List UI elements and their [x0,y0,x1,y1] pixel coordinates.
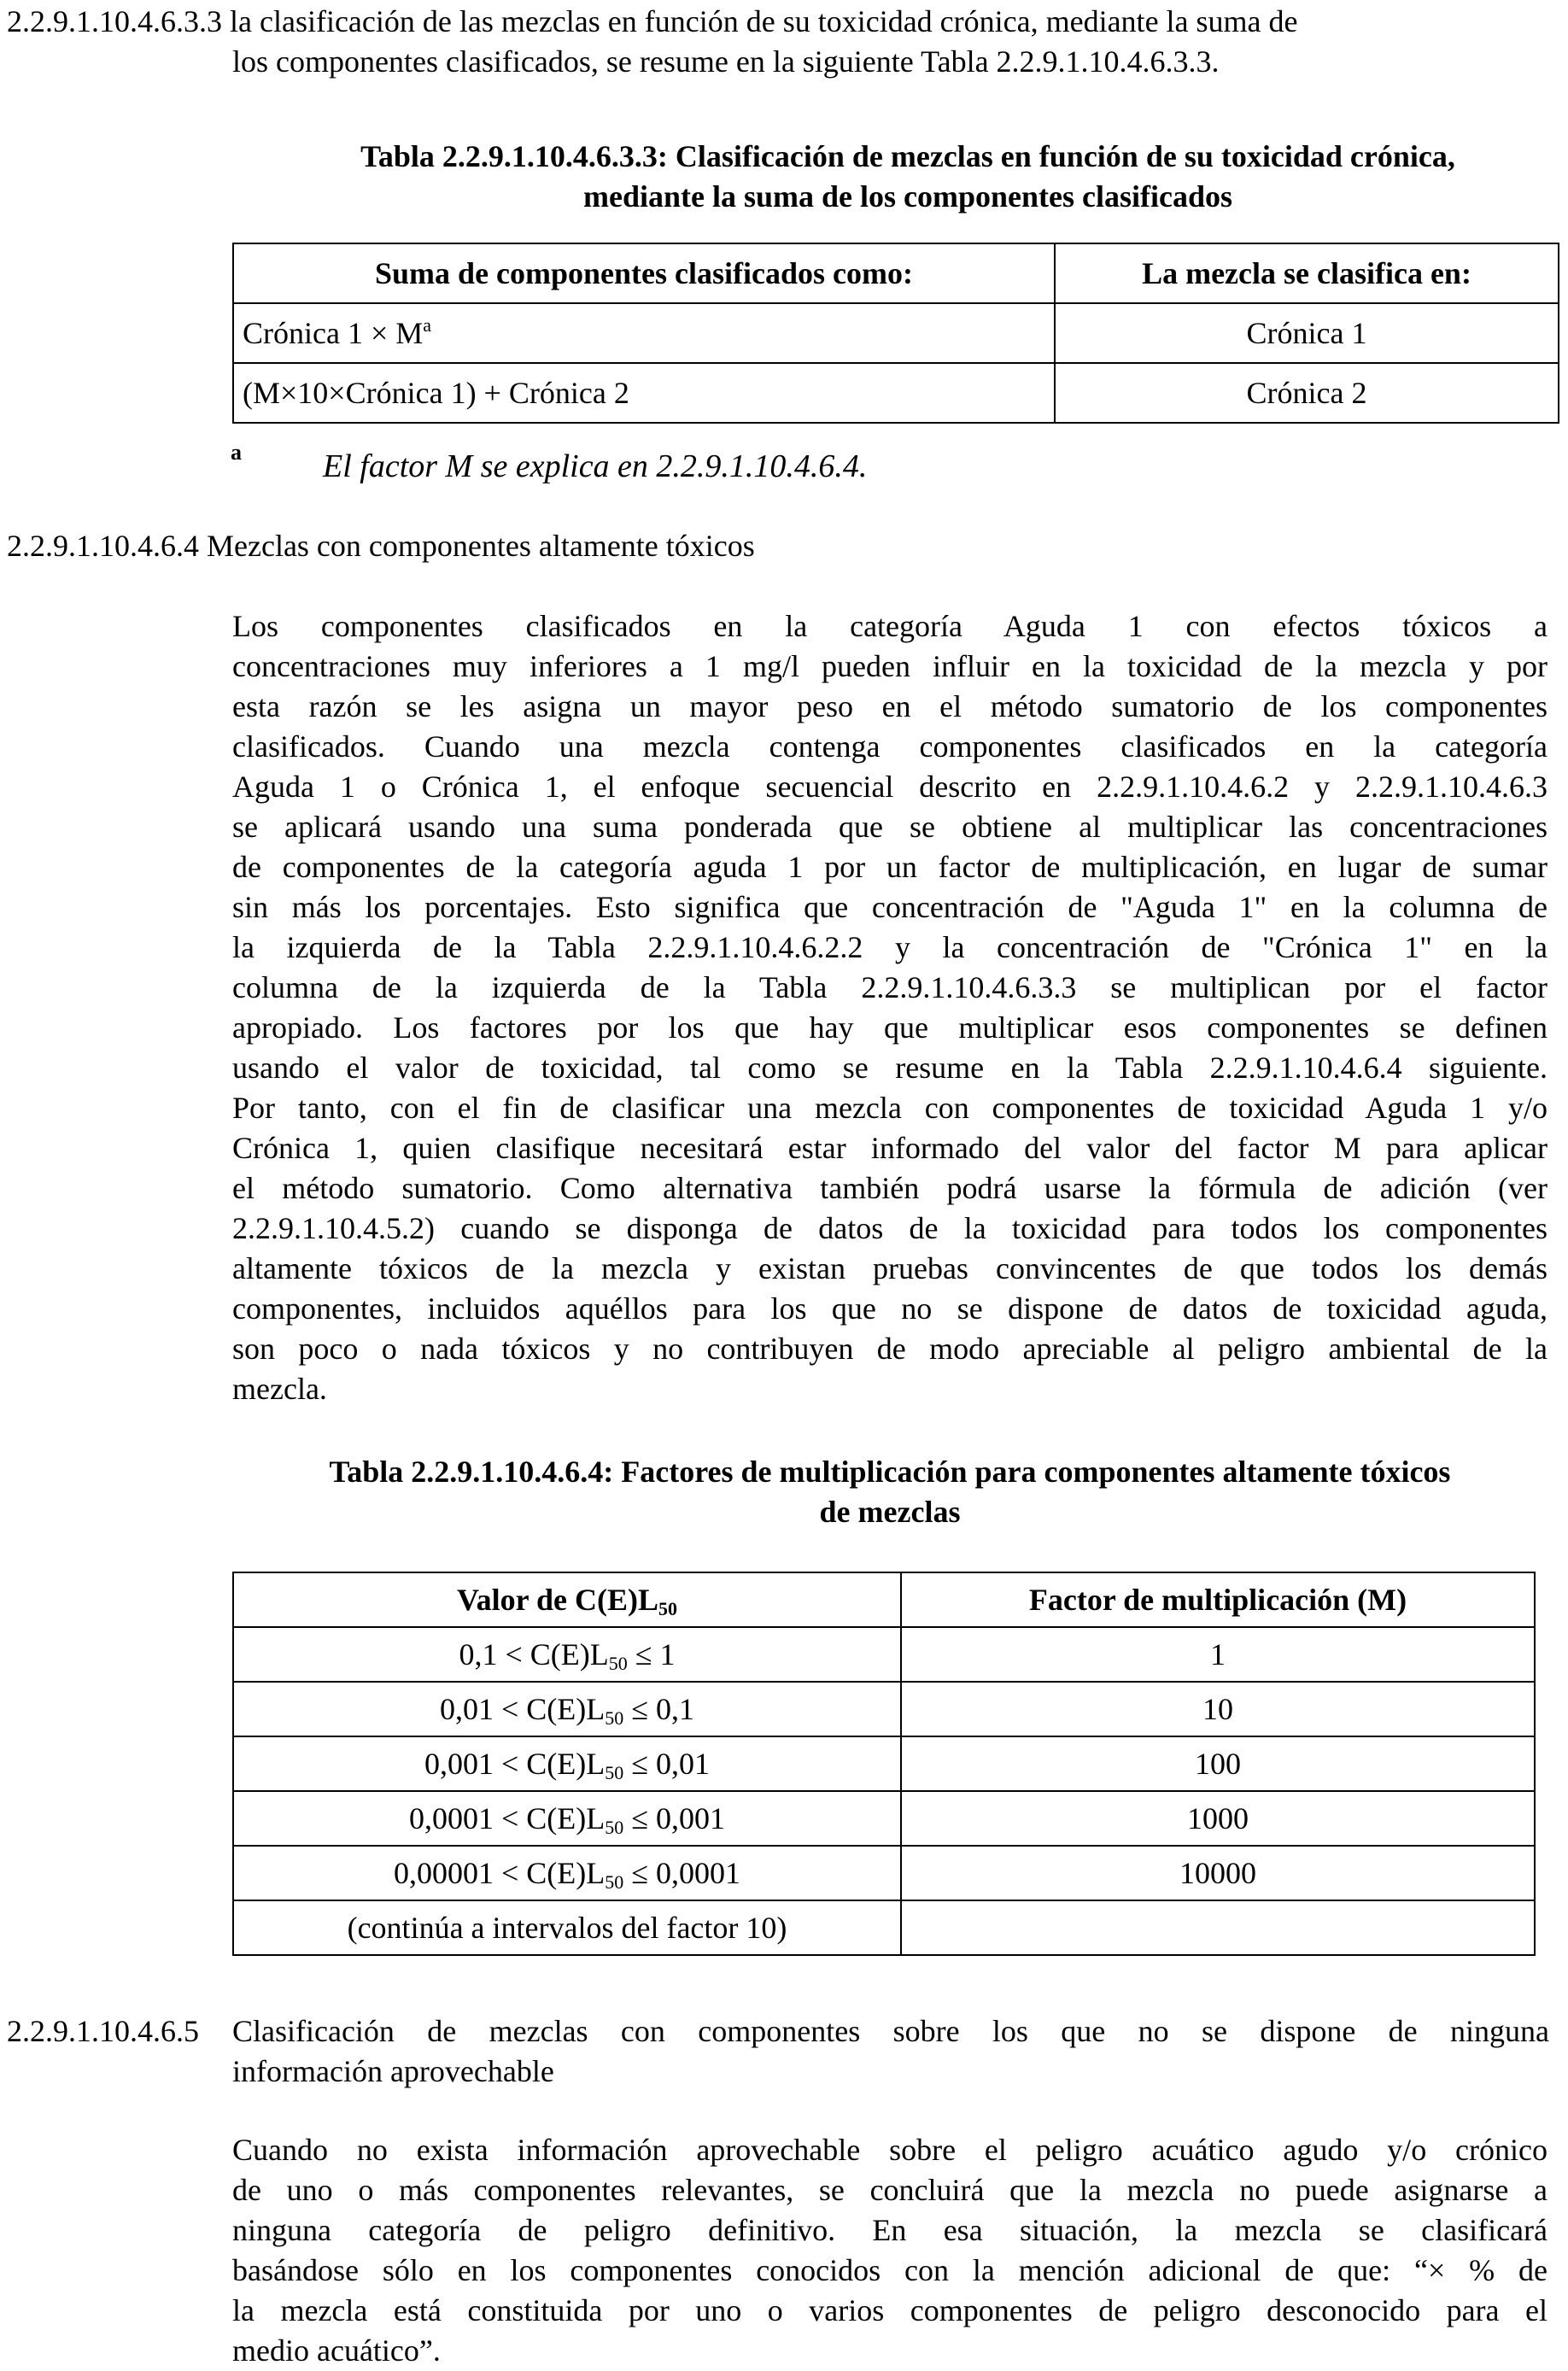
table-header-cell: Suma de componentes clasificados como: [233,243,1055,303]
table-cell: 1 [901,1627,1535,1682]
table2-caption-line-2: de mezclas [819,1495,961,1529]
table-cell: $0,001 < C(E)L_{50} \le 0,01$ [233,1736,901,1791]
table-cell: Crónica 2 [1055,363,1559,423]
table-row [233,1682,1535,1736]
paragraph-number: 2.2.9.1.10.4.6.3.3 [7,4,222,38]
table-multiplication-factors [232,1572,1536,1956]
body-line: de componentes de la categoría aguda 1 por un factor de multiplicación, en lugar de sumar [232,850,1548,884]
table-cell: $0,01 < C(E)L_{50} \le 0,1$ [233,1682,901,1736]
body-line: son poco o nada tóxicos y no contribuyen de modo apreciable al peligro ambiental de la [232,1332,1548,1366]
footnote-mark: a [231,440,242,465]
table-row [233,1846,1535,1900]
table-cell: 1000 [901,1791,1535,1846]
paragraph-6-3-3 [7,2,1549,42]
table-row [233,1791,1535,1846]
table-header-row [233,1572,1535,1627]
table-row [233,1627,1535,1682]
table2-caption-line-1: Tabla 2.2.9.1.10.4.6.4: Factores de multiplicación para componentes altamente tóxicos [329,1455,1451,1489]
table2-caption [232,1452,1548,1532]
table-cell [901,1900,1535,1955]
body-line: Los componentes clasificados en la categoría Aguda 1 con efectos tóxicos a [232,609,1548,643]
table-chronic-classification [232,243,1559,424]
body-line: ninguna categoría de peligro definitivo. En esa situación, la mezcla se clasificará [232,2213,1548,2247]
table-header-row [233,243,1559,303]
table-cell: (continúa a intervalos del factor 10) [233,1900,901,1955]
table-cell: 10000 [901,1846,1535,1900]
body-line: de uno o más componentes relevantes, se concluirá que la mezcla no puede asignarse a [232,2173,1548,2207]
table-row [233,303,1559,363]
table-header-cell: Valor de $C(E)L_{50}$ [233,1572,901,1627]
body-line: Aguda 1 o Crónica 1, el enfoque secuencial descrito en 2.2.9.1.10.4.6.2 y 2.2.9.1.10.4.6.3 [232,770,1548,804]
body-line: Crónica 1, quien clasifique necesitará estar informado del valor del factor M para aplicar [232,1131,1548,1165]
section-6-4-body [232,606,1548,1409]
section-heading-6-5 [7,2011,1549,2052]
body-line: la izquierda de la Tabla 2.2.9.1.10.4.6.2.2 y la concentración de "Crónica 1" en la [232,930,1548,964]
table-cell: 100 [901,1736,1535,1791]
body-line: mezcla. [232,1372,327,1406]
table-cell: 10 [901,1682,1535,1736]
table-header-cell: La mezcla se clasifica en: [1055,243,1559,303]
table-cell: Crónica $1 \times M^a$ [233,303,1055,363]
body-line: usando el valor de toxicidad, tal como se resume en la Tabla 2.2.9.1.10.4.6.4 siguiente. [232,1051,1548,1085]
section-number: 2.2.9.1.10.4.6.5 [7,2014,199,2048]
body-line: concentraciones muy inferiores a 1 mg/l pueden influir en la toxicidad de la mezcla y por [232,649,1548,683]
table1-caption-line-2: mediante la suma de los componentes clasificados [583,179,1232,214]
section-6-5-body [232,2130,1548,2371]
table-row [233,363,1559,423]
table-cell: (M×10×Crónica 1) + Crónica 2 [233,363,1055,423]
table-row [233,1900,1535,1955]
body-line: clasificados. Cuando una mezcla contenga componentes clasificados en la categoría [232,729,1548,764]
body-line: sin más los porcentajes. Esto significa que concentración de "Aguda 1" en la columna de [232,890,1548,924]
table-cell: $0,1 < C(E)L_{50} \le 1$ [233,1627,901,1682]
table-row [233,1736,1535,1791]
section-heading-line-1: Clasificación de mezclas con componentes sobre los que no se dispone de ninguna [232,2014,1549,2048]
table-header-cell: Factor de multiplicación (M) [901,1572,1535,1627]
body-line: basándose sólo en los componentes conocidos con la mención adicional de que: “× % de [232,2253,1548,2287]
body-line: el método sumatorio. Como alternativa también podrá usarse la fórmula de adición (ver [232,1171,1548,1205]
body-line: apropiado. Los factores por los que hay que multiplicar esos componentes se definen [232,1010,1548,1045]
body-line: componentes, incluidos aquéllos para los que no se dispone de datos de toxicidad aguda, [232,1291,1548,1326]
body-line: esta razón se les asigna un mayor peso en el método sumatorio de los componentes [232,689,1548,723]
table-cell: Crónica 1 [1055,303,1559,363]
body-line: Por tanto, con el fin de clasificar una mezcla con componentes de toxicidad Aguda 1 y/o [232,1091,1548,1125]
body-line: altamente tóxicos de la mezcla y existan pruebas convincentes de que todos los demás [232,1251,1548,1285]
section-heading-6-4: 2.2.9.1.10.4.6.4 Mezclas con componentes altamente tóxicos [7,529,755,563]
body-line: columna de la izquierda de la Tabla 2.2.9.1.10.4.6.3.3 se multiplican por el factor [232,970,1548,1004]
paragraph-text-line-1: la clasificación de las mezclas en función de su toxicidad crónica, mediante la suma de [230,4,1298,38]
body-line: Cuando no exista información aprovechable sobre el peligro acuático agudo y/o crónico [232,2133,1548,2167]
body-line: se aplicará usando una suma ponderada que se obtiene al multiplicar las concentraciones [232,810,1548,844]
table1-caption-line-1: Tabla 2.2.9.1.10.4.6.3.3: Clasificación de mezclas en función de su toxicidad crónica, [360,139,1455,173]
paragraph-6-3-3-line-2: los componentes clasificados, se resume en la siguiente Tabla 2.2.9.1.10.4.6.3.3. [232,44,1220,79]
table-cell: $0,0001 < C(E)L_{50} \le 0,001$ [233,1791,901,1846]
body-line: medio acuático”. [232,2333,441,2368]
body-line: 2.2.9.1.10.4.5.2) cuando se disponga de datos de la toxicidad para todos los componentes [232,1211,1548,1245]
body-line: la mezcla está constituida por uno o varios componentes de peligro desconocido para el [232,2293,1548,2327]
table1-caption [0,137,1568,217]
section-heading-6-5-line-2: información aprovechable [232,2054,554,2088]
table-cell: $0,00001 < C(E)L_{50} \le 0,0001$ [233,1846,901,1900]
footnote-text: El factor M se explica en 2.2.9.1.10.4.6.4. [323,448,868,484]
